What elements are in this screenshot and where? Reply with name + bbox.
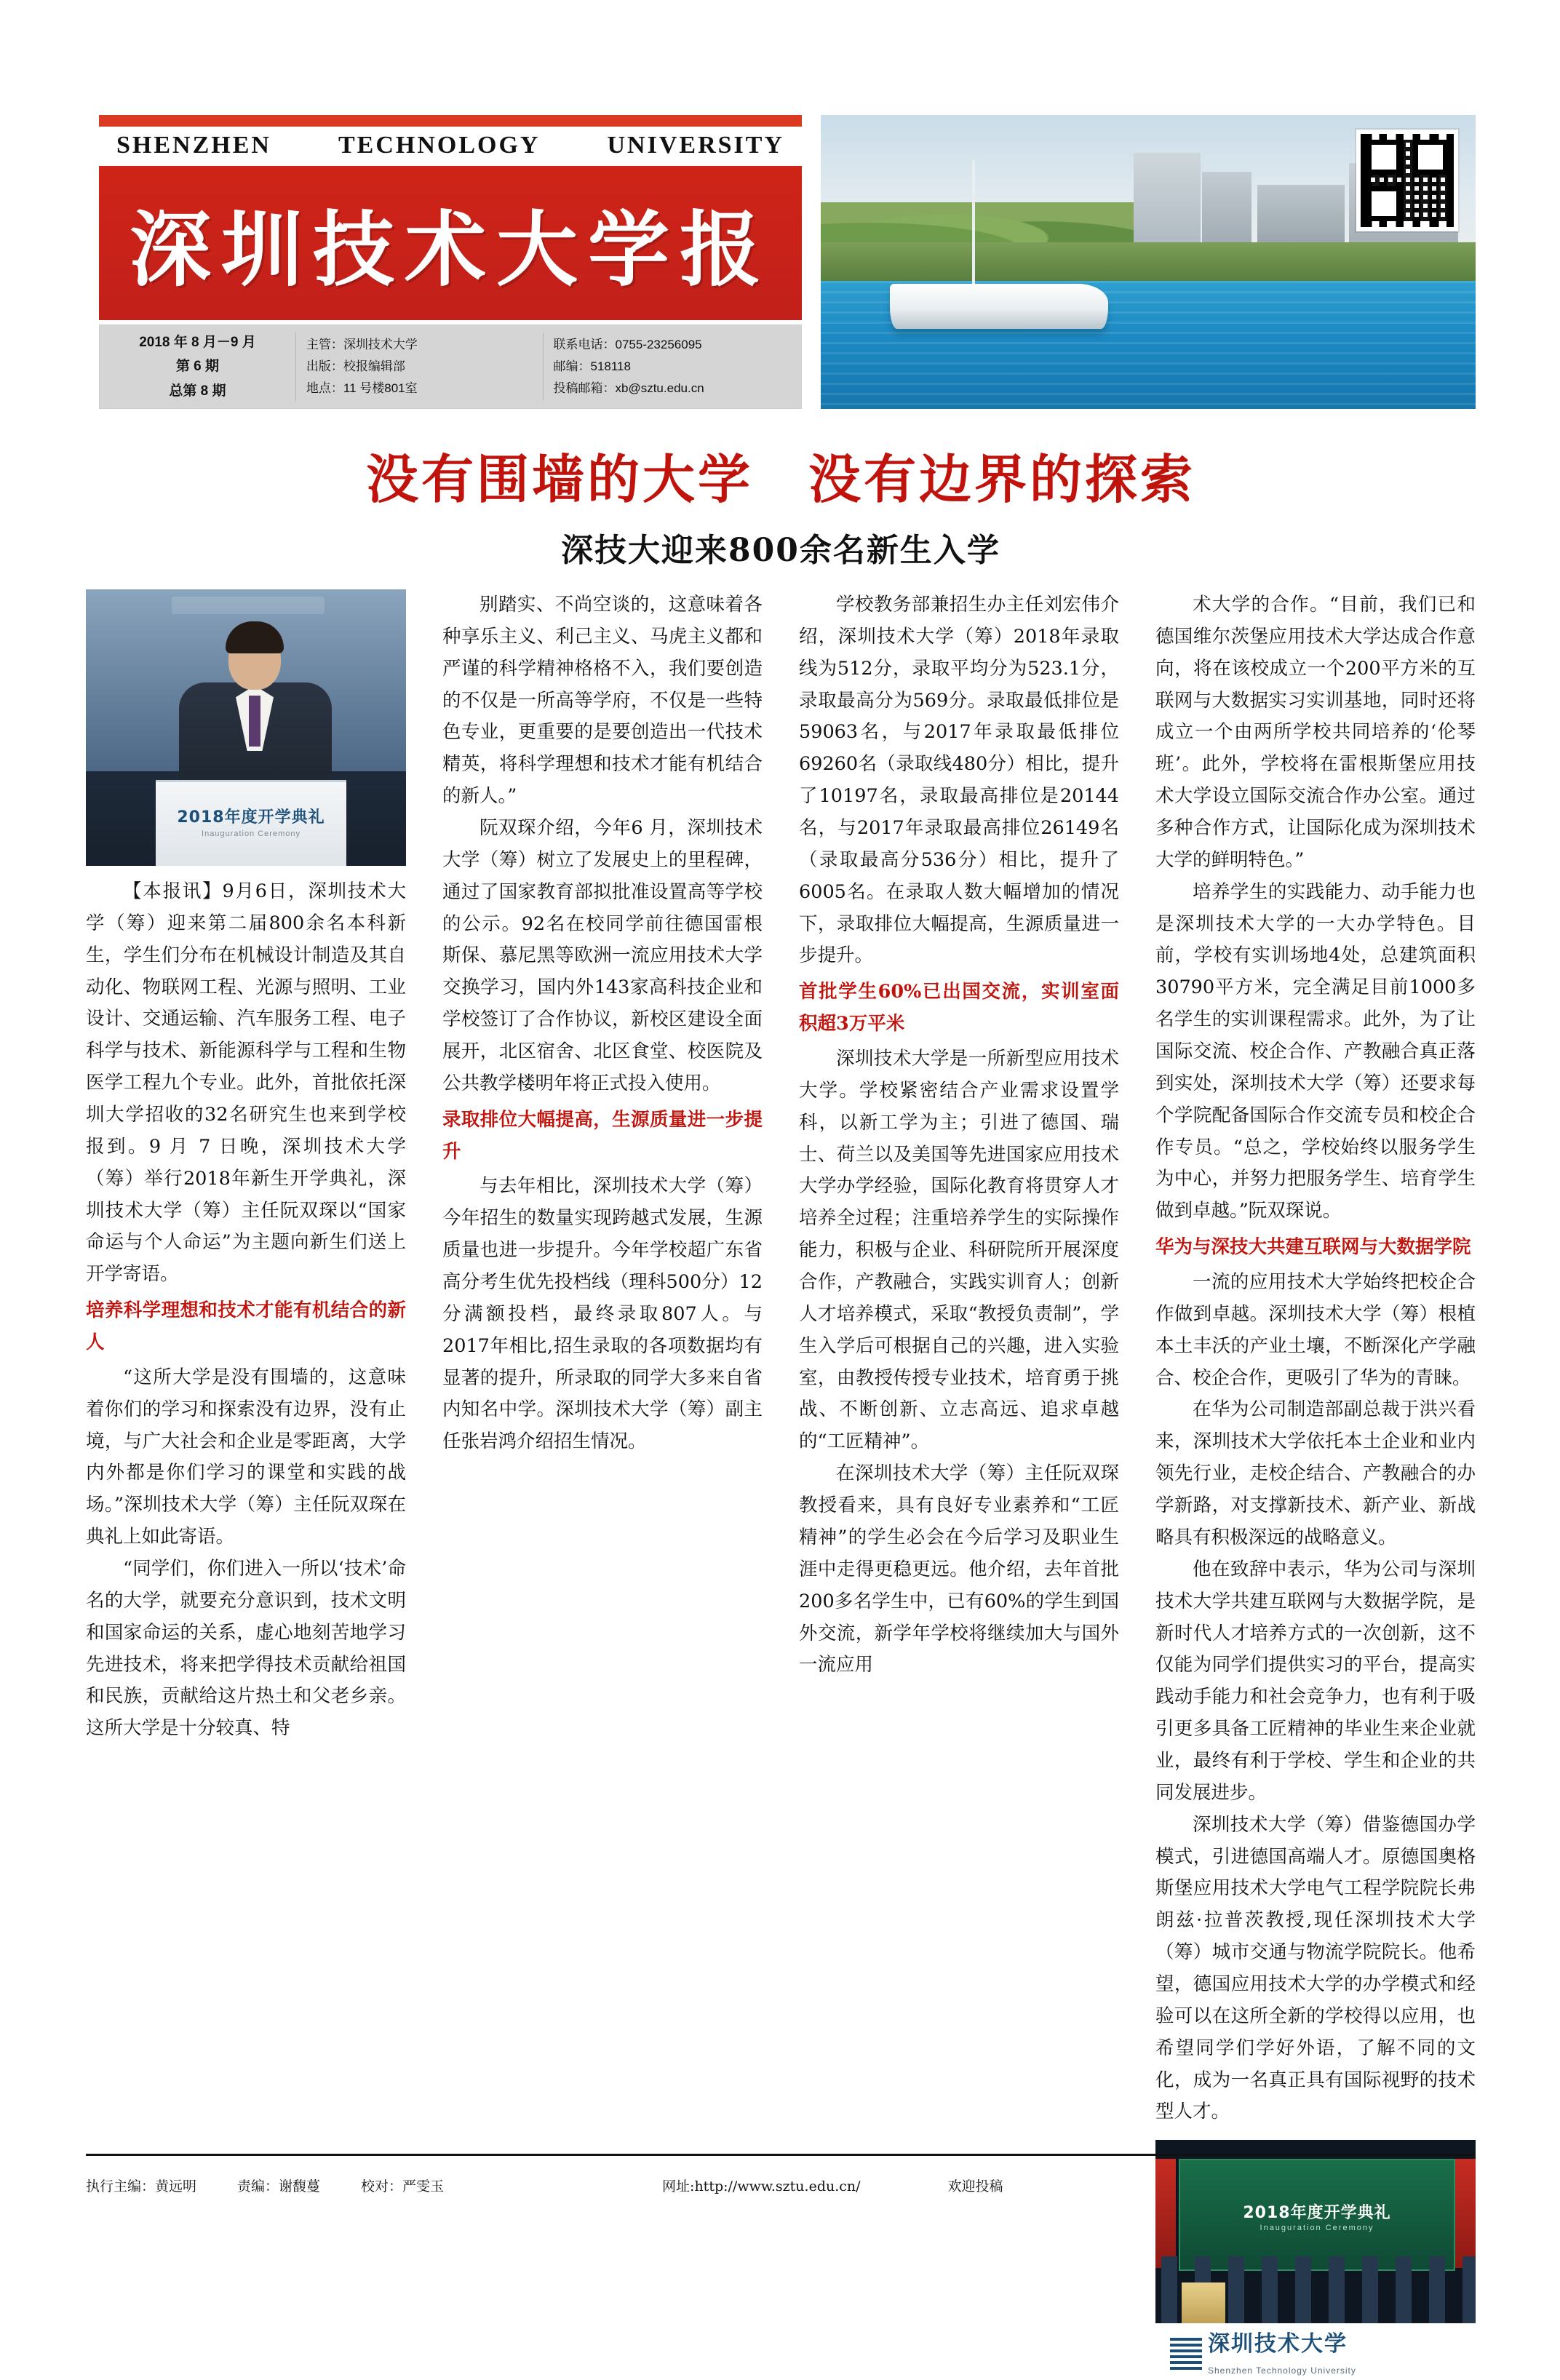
qr-eye-top-left	[1366, 140, 1401, 175]
page-title: 没有围墙的大学 没有边界的探索	[365, 448, 1195, 510]
photo-green-bank	[821, 242, 1476, 286]
lead-photo-speaker-tie	[249, 696, 260, 747]
paragraph: “这所大学是没有围墙的，这意味着你们的学习和探索没有边界，没有止境，与广大社会和企业是零距离，大学内外都是你们学习的课堂和实践的战场。”深圳技术大学（筹）主任阮双琛在典礼上如此寄语。	[86, 1366, 406, 1548]
publisher-supervisor: 主管：深圳技术大学	[306, 338, 418, 351]
english-word-2: TECHNOLOGY	[338, 132, 541, 159]
contact-email: 投稿邮箱：xb@sztu.edu.cn	[553, 381, 704, 395]
article-column-3	[799, 589, 1119, 1681]
subhead-red: 首批学生60%已出国交流，实训室面积超3万平米	[799, 981, 1119, 1035]
paragraph: 术大学的合作。“目前，我们已和德国维尔茨堡应用技术大学达成合作意向，将在该校成立一个200平方米的互联网与大数据实习实训基地，同时还将成立一个由两所学校共同培养的‘伦琴班’。此外，学校将在雷根斯堡应用技术大学设立国际交流合作办公室。通过多种合作方式，让国际化成为深圳技术大学的鲜明特色。”	[1155, 594, 1476, 871]
issue-number: 第 6 期	[175, 359, 220, 375]
lead-photo-podium-title: 2018年度开学典礼	[177, 808, 325, 827]
stage-screen-title: 2018年度开学典礼	[1243, 2204, 1391, 2223]
paragraph: 在华为公司制造部副总裁于洪兴看来，深圳技术大学依托本土企业和业内领先行业，走校企结合、产教融合的办学新路，对支撑新技术、新产业、新战略具有积极深远的战略意义。	[1155, 1398, 1476, 1548]
qr-eye-bottom-left	[1366, 186, 1401, 221]
article-column-4	[1155, 589, 1476, 2380]
masthead-red-banner	[99, 166, 802, 320]
issue-total: 总第 8 期	[169, 383, 226, 399]
photo-boat	[890, 284, 1108, 329]
masthead-english-title	[99, 128, 802, 163]
stage-caption-en: Shenzhen Technology University	[1208, 2365, 1356, 2376]
lead-photo-banner	[172, 597, 325, 614]
masthead-red-rule	[99, 115, 802, 127]
paragraph: 深圳技术大学（筹）借鉴德国办学模式，引进德国高端人才。原德国奥格斯堡应用技术大学电气工程学院院长弗朗兹·拉普茨教授,现任深圳技术大学（筹）城市交通与物流学院院长。他希望，德国应用技术大学的办学模式和经验可以在这所全新的学校得以应用，也希望同学们学好外语，了解不同的文化，成为一名真正具有国际视野的技术型人才。	[1155, 1813, 1476, 2123]
footer-proofreader: 校对：严雯玉	[361, 2178, 445, 2194]
newspaper-title: 深圳技术大学报	[130, 202, 771, 298]
paragraph: 阮双琛介绍，今年6 月，深圳技术大学（筹）树立了发展史上的里程碑，通过了国家教育部拟批准设置高等学校的公示。92名在校同学前往德国雷根斯保、慕尼黑等欧洲一流应用技术大学交换学习，国内外143家高科技企业和学校签订了合作协议，新校区建设全面展开，北区宿舍、北区食堂、校医院及公共教学楼明年将正式投入使用。	[442, 817, 763, 1094]
paragraph: 学校教务部兼招生办主任刘宏伟介绍，深圳技术大学（筹）2018年录取线为512分，录取平均分为523.1分，录取最高分为569分。录取最低排位是59063名，与2017年录取最低排位69260名（录取线480分）相比，提升了10197名，录取最高排位是20144名，与2017年录取最高排位26149名（录取最高分536分）相比，提升了6005名。在录取人数大幅增加的情况下，录取排位大幅提高，生源质量进一步提升。	[799, 594, 1119, 967]
footer-executive-editor: 执行主编：黄远明	[86, 2178, 197, 2194]
stage-podium	[1182, 2283, 1225, 2329]
publisher-info	[296, 325, 543, 408]
stage-screen-subtitle: Inauguration Ceremony	[1259, 2224, 1374, 2233]
footer-submission: 欢迎投稿	[947, 2178, 1003, 2194]
issue-info	[100, 325, 295, 408]
subhead-red: 华为与深技大共建互联网与大数据学院	[1155, 1236, 1471, 1259]
campus-photo	[821, 115, 1476, 409]
qr-eye-top-right	[1413, 140, 1448, 175]
headline-block	[86, 447, 1476, 570]
masthead-left	[86, 109, 813, 399]
subhead-red: 培养科学理想和技术才能有机结合的新人	[86, 1300, 406, 1354]
stage-caption-bar	[1155, 2323, 1476, 2380]
paragraph: 培养学生的实践能力、动手能力也是深圳技术大学的一大办学特色。目前，学校有实训场地4处，总建筑面积30790平方米，完全满足目前1000多名学生的实训课程需求。此外，为了让国际交流、校企合作、产教融合真正落到实处，深圳技术大学（筹）还要求每个学院配备国际合作交流专员和校企合作专员。“总之，学校始终以服务学生为中心，并努力把服务学生、培育学生做到卓越。”阮双琛说。	[1155, 880, 1476, 1222]
masthead-info-bar	[99, 325, 802, 409]
contact-postcode: 邮编：518118	[553, 359, 631, 373]
subhead-red: 录取排位大幅提高，生源质量进一步提升	[442, 1108, 763, 1163]
paragraph: 与去年相比，深圳技术大学（筹）今年招生的数量实现跨越式发展，生源质量也进一步提升。今年学校超广东省高分考生优先投档线（理科500分）12分满额投档，最终录取807人。与2017年相比,招生录取的各项数据均有显著的提升，所录取的同学大多来自省内知名中学。深圳技术大学（筹）副主任张岩鸿介绍招生情况。	[442, 1175, 763, 1453]
paragraph: 【本报讯】9月6日，深圳技术大学（筹）迎来第二届800余名本科新生，学生们分布在机械设计制造及其自动化、物联网工程、光源与照明、工业设计、交通运输、汽车服务工程、电子科学与技术、新能源科学与工程和生物医学工程九个专业。此外，首批依托深圳大学招收的32名研究生也来到学校报到。9 月 7 日晚，深圳技术大学（筹）举行2018年新生开学典礼，深圳技术大学（筹）主任阮双琛以“国家命运与个人命运”为主题向新生们送上开学寄语。	[86, 880, 406, 1286]
photo-boat-mast	[972, 160, 975, 288]
paragraph: 他在致辞中表示，华为公司与深圳技术大学共建互联网与大数据学院，是新时代人才培养方式的一次创新，这不仅能为同学们提供实习的平台，提高实践动手能力和社会竞争力，也有利于吸引更多具备工匠精神的毕业生来企业就业，最终有利于学校、学生和企业的共同发展进步。	[1155, 1558, 1476, 1804]
paragraph: 在深圳技术大学（筹）主任阮双琛教授看来，具有良好专业素养和“工匠精神”的学生必会在今后学习及职业生涯中走得更稳更远。他介绍，去年首批200多名学生中，已有60%的学生到国外交流，新学年学校将继续加大与国外一流应用	[799, 1462, 1119, 1676]
photo-building-c	[1257, 185, 1345, 247]
publisher-publish: 出版：校报编辑部	[306, 359, 405, 373]
contact-phone: 联系电话：0755-23256095	[553, 338, 702, 351]
stage-caption-cn: 深圳技术大学	[1208, 2331, 1348, 2357]
footer-credits	[86, 2176, 444, 2195]
footer-website[interactable]: 网址:http://www.sztu.edu.cn/	[662, 2178, 861, 2194]
photo-building-b	[1202, 172, 1251, 247]
lead-photo-podium	[156, 780, 346, 866]
issue-date: 2018 年 8 月－9 月	[139, 335, 256, 351]
article-column-2	[442, 589, 763, 1458]
university-logo-icon	[1170, 2336, 1202, 2370]
lead-photo	[86, 589, 406, 866]
page-subtitle: 深技大迎来800余名新生入学	[561, 532, 1000, 569]
english-word-3: UNIVERSITY	[607, 132, 784, 159]
publisher-address: 地点：11 号楼801室	[306, 381, 418, 395]
lead-photo-podium-subtitle: Inauguration Ceremony	[202, 829, 301, 838]
paragraph: 一流的应用技术大学始终把校企合作做到卓越。深圳技术大学（筹）根植本土丰沃的产业土壤，不断深化产学融合、校企合作，更吸引了华为的青睐。	[1155, 1271, 1476, 1389]
paragraph: 别踏实、不尚空谈的，这意味着各种享乐主义、利己主义、马虎主义都和严谨的科学精神格格不入，我们要创造的不仅是一所高等学府，不仅是一些特色专业，更重要的是要创造出一代技术精英，将科学理想和技术才能有机结合的新人。”	[442, 594, 763, 808]
page-footer	[86, 2154, 1476, 2205]
photo-building-a	[1134, 153, 1201, 247]
masthead	[86, 109, 1476, 437]
footer-links	[662, 2176, 1003, 2195]
qr-code-icon[interactable]	[1356, 130, 1458, 231]
english-word-1: SHENZHEN	[116, 132, 271, 159]
footer-responsible-editor: 责编：谢馥蔓	[237, 2178, 321, 2194]
article-column-1	[86, 589, 406, 1745]
paragraph: “同学们，你们进入一所以‘技术’命名的大学，就要充分意识到，技术文明和国家命运的关系，虚心地刻苦地学习先进技术，将来把学得技术贡献给祖国和民族，贡献给这片热土和父老乡亲。这所大学是十分较真、特	[86, 1558, 406, 1740]
paragraph: 深圳技术大学是一所新型应用技术大学。学校紧密结合产业需求设置学科，以新工学为主；引进了德国、瑞士、荷兰以及美国等先进国家应用技术大学办学经验，国际化教育将贯穿人才培养全过程；注重培养学生的实际操作能力，积极与企业、科研院所开展深度合作，产教融合，实践实训育人；创新人才培养模式，采取“教授负责制”，学生入学后可根据自己的兴趣，进入实验室，由教授传授专业技术，培育勇于挑战、不断创新、立志高远、追求卓越的“工匠精神”。	[799, 1048, 1119, 1453]
contact-info	[544, 325, 802, 408]
